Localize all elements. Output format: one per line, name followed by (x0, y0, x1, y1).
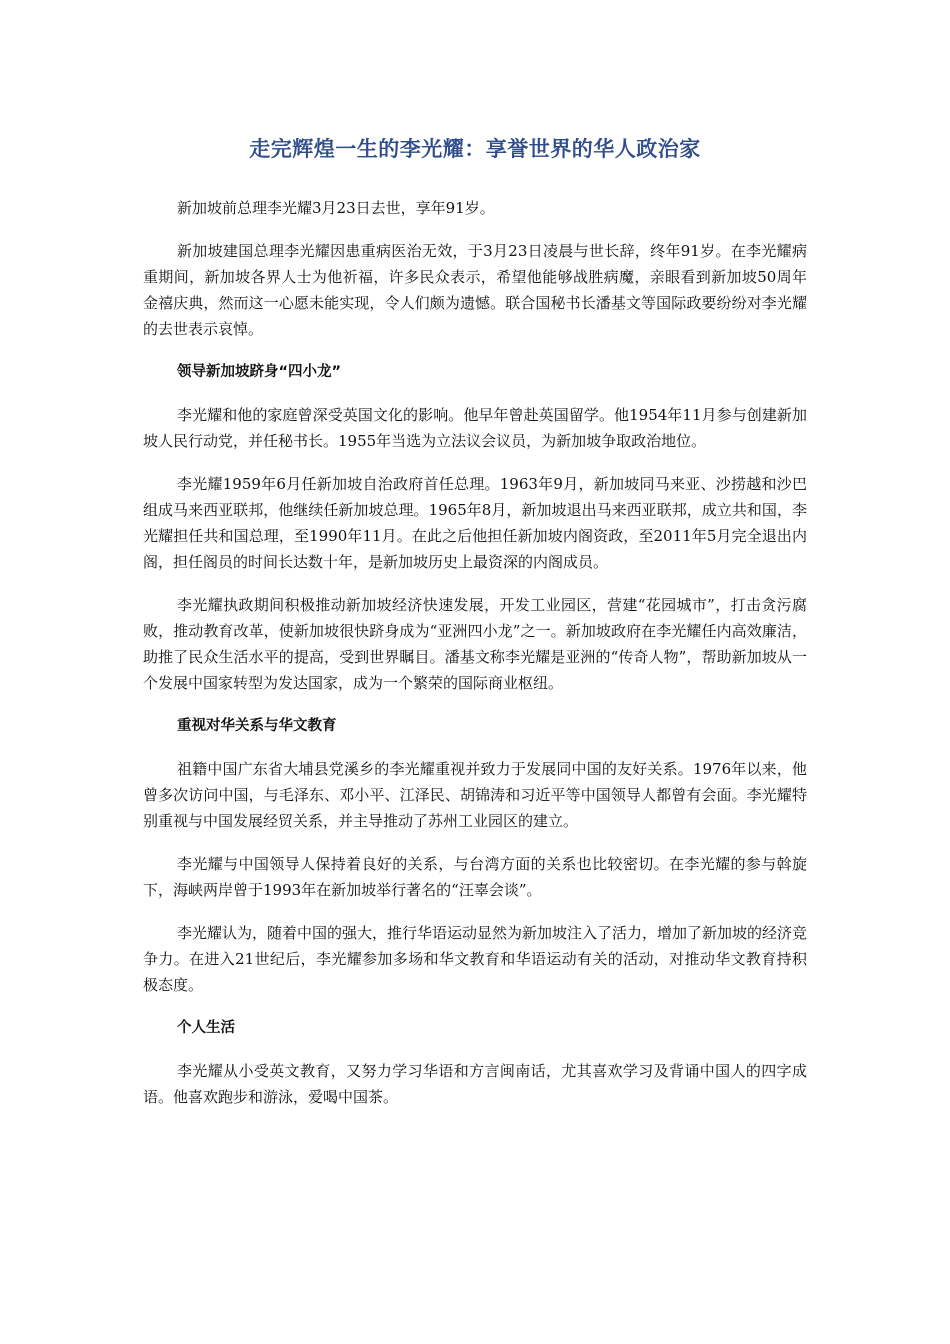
paragraph-economic-development: 李光耀执政期间积极推动新加坡经济快速发展，开发工业园区，营建“花园城市”，打击贪污腐败，推动教育改革，使新加坡很快跻身成为“亚洲四小龙”之一。新加坡政府在李光耀任内高效廉洁，助推了民众生活水平的提高，受到世界瞩目。潘基文称李光耀是亚洲的“传奇人物”，帮助新加坡从一个发展中国家转型为发达国家，成为一个繁荣的国际商业枢纽。 (143, 596, 807, 692)
document-page (143, 128, 807, 1127)
paragraph-china-visits: 祖籍中国广东省大埔县党溪乡的李光耀重视并致力于发展同中国的友好关系。1976年以来，他曾多次访问中国，与毛泽东、邓小平、江泽民、胡锦涛和习近平等中国领导人都曾有会面。李光耀特别重视与中国发展经贸关系，并主导推动了苏州工业园区的建立。 (143, 760, 807, 830)
paragraph-premiership: 李光耀1959年6月任新加坡自治政府首任总理。1963年9月，新加坡同马来亚、沙捞越和沙巴组成马来西亚联邦，他继续任新加坡总理。1965年8月，新加坡退出马来西亚联邦，成立共和国，李光耀担任共和国总理，至1990年11月。在此之后他担任新加坡内阁资政，至2011年5月完全退出内阁，担任阁员的时间长达数十年，是新加坡历史上最资深的内阁成员。 (143, 475, 807, 571)
paragraph-early-career: 李光耀和他的家庭曾深受英国文化的影响。他早年曾赴英国留学。他1954年11月参与创建新加坡人民行动党，并任秘书长。1955年当选为立法议会议员，为新加坡争取政治地位。 (143, 406, 807, 450)
paragraph-intro: 新加坡前总理李光耀3月23日去世，享年91岁。 (177, 199, 495, 217)
section-heading-china-relations: 重视对华关系与华文教育 (177, 718, 337, 734)
section-heading-four-dragons: 领导新加坡跻身“四小龙” (177, 364, 342, 380)
paragraph-death-announcement: 新加坡建国总理李光耀因患重病医治无效，于3月23日凌晨与世长辞，终年91岁。在李光耀病重期间，新加坡各界人士为他祈福，许多民众表示，希望他能够战胜病魔，亲眼看到新加坡50周年金禧庆典，然而这一心愿未能实现，令人们颇为遗憾。联合国秘书长潘基文等国际政要纷纷对李光耀的去世表示哀悼。 (143, 242, 807, 338)
paragraph-personal-life: 李光耀从小受英文教育，又努力学习华语和方言闽南话，尤其喜欢学习及背诵中国人的四字成语。他喜欢跑步和游泳，爱喝中国茶。 (143, 1062, 807, 1106)
paragraph-cross-strait: 李光耀与中国领导人保持着良好的关系，与台湾方面的关系也比较密切。在李光耀的参与斡旋下，海峡两岸曾于1993年在新加坡举行著名的“汪辜会谈”。 (143, 855, 807, 899)
paragraph-chinese-education: 李光耀认为，随着中国的强大，推行华语运动显然为新加坡注入了活力，增加了新加坡的经济竞争力。在进入21世纪后，李光耀参加多场和华文教育和华语运动有关的活动，对推动华文教育持积极态度。 (143, 924, 808, 994)
section-heading-personal-life: 个人生活 (177, 1020, 235, 1036)
article-title: 走完辉煌一生的李光耀：享誉世界的华人政治家 (249, 137, 701, 161)
